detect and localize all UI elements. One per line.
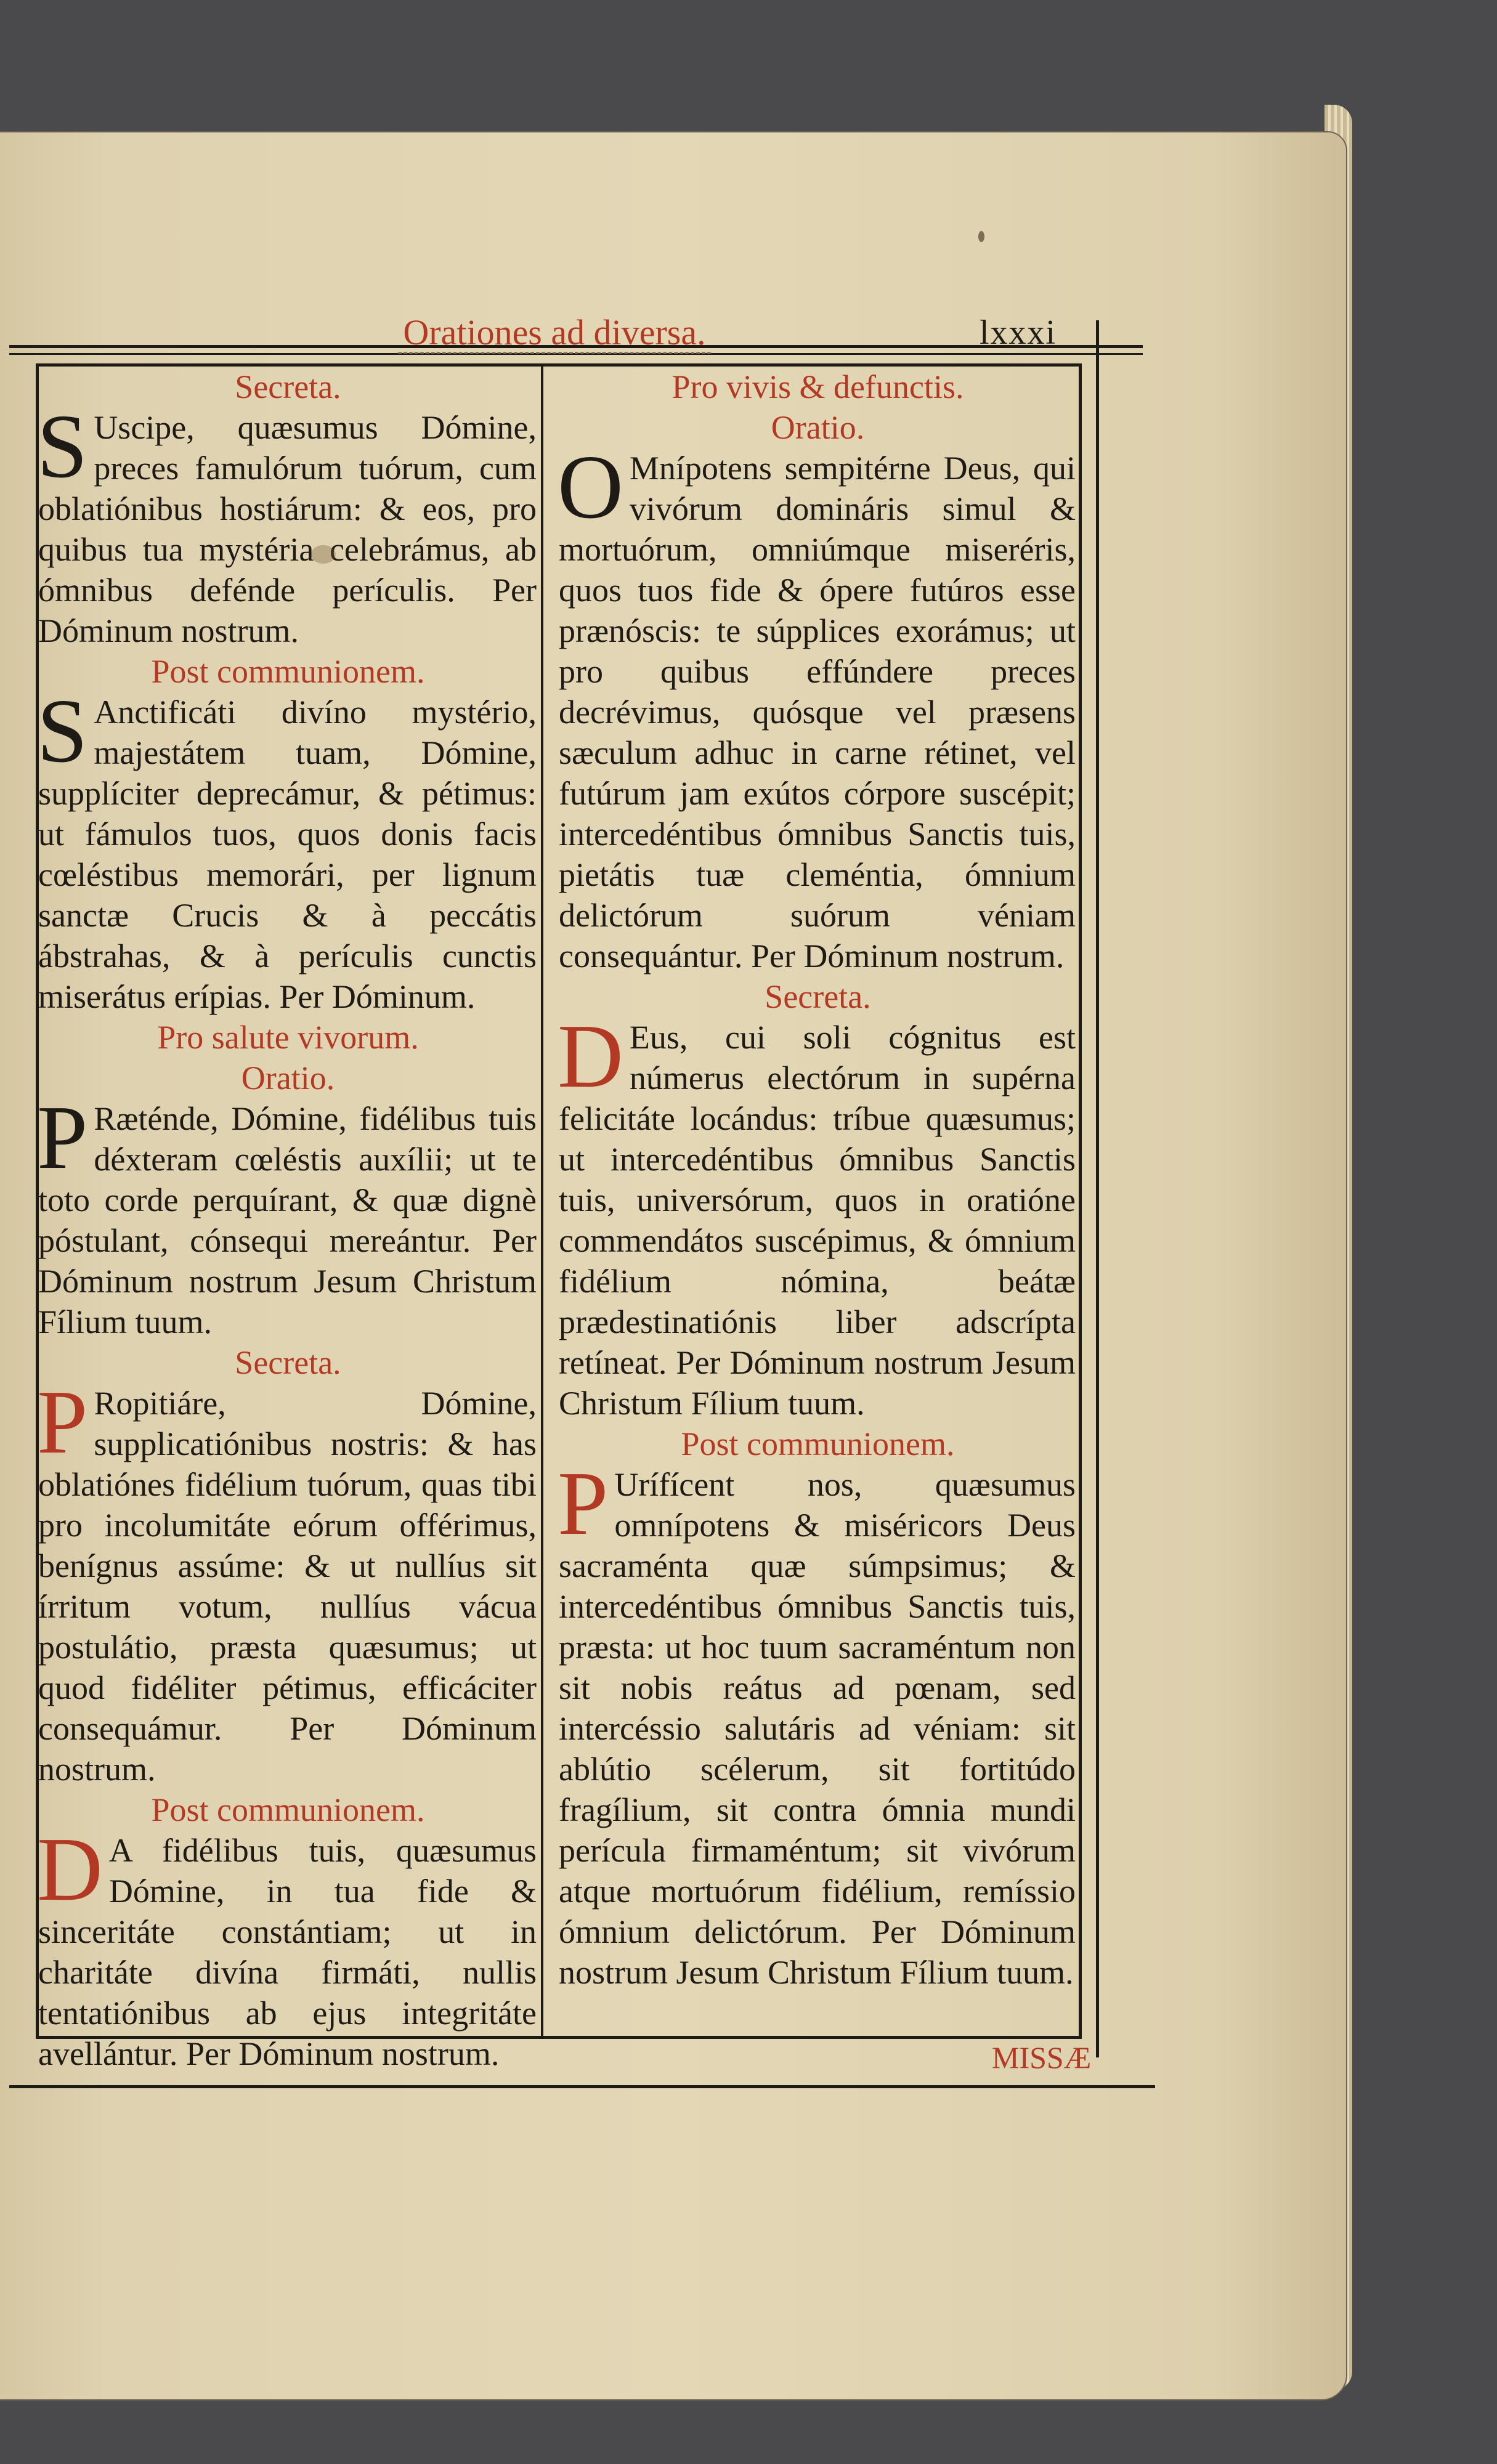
column-divider xyxy=(541,367,543,2039)
rubric: Post communionem. xyxy=(151,1791,425,1828)
drop-cap: S xyxy=(37,681,88,782)
rubric: Post communionem. xyxy=(151,653,425,690)
drop-cap: D xyxy=(558,1006,623,1107)
prayer-text: P Ræténde, Dómine, fidélibus tuis déxteram cœléstis auxílii; ut te toto corde perquírant, & quæ dignè póstulant, cónsequi mereántur. Per Dóminum nostrum Jesum Christum Fílium tuum. xyxy=(37,1087,537,1340)
subrubric: Oratio. xyxy=(241,1060,335,1096)
prayer-text: S Anctificáti divíno mystério, majestátem tuam, Dómine, supplíciter deprecámur, & pétimus: ut fámulos tuos, quos donis facis cœléstibus memorári, per lignum sanctæ Crucis & à peccátis ábstrahas, & à perículis cunctis miserátus erípias. Per Dóminum. xyxy=(37,681,537,1015)
prayer-text: P Urífícent nos, quæsumus omnípotens & miséricors Deus sacraménta quæ súmpsimus; & intercedéntibus ómnibus Sanctis tuis, præsta: ut hoc tuum sacraméntum non sit nobis reátus ad pœnam, sed intercéssio salutáris ad véniam: sit ablútio scélerum, sit fortitúdo fragílium, sit contra ómnia mundi perícula firmaméntum; sit vivórum atque mortuórum fidélium, remíssio ómnium delictórum. Per Dóminum nostrum Jesum Christum Fílium tuum. xyxy=(558,1453,1076,1991)
prayer-text: O Mnípotens sempitérne Deus, qui vivórum domináris simul & mortuórum, omniúmque miseréris, quos tuos fide & ópere futúros esse prænóscis: te súpplices exorámus; ut pro quibus effúndere preces decrévimus, quósque vel præsens sæculum adhuc in carne rétinet, vel futúrum jam exútos córpore suscépit; intercedéntibus ómnibus Sanctis tuis, pietátis tuæ cleméntia, ómnium delictórum suórum véniam consequántur. Per Dóminum nostrum. xyxy=(558,437,1076,975)
rubric: Post communionem. xyxy=(681,1425,955,1462)
catchword: MISSÆ xyxy=(992,2040,1092,2075)
ink-stain xyxy=(311,545,336,564)
prayer-text: D A fidélibus tuis, quæsumus Dómine, in tua fide & sinceritáte constántiam; ut in charitáte divína firmáti, nullis tentatiónibus ab ejus integritáte avellántur. Per Dóminum nostrum. xyxy=(37,1819,537,2072)
left-column xyxy=(37,367,539,2074)
drop-cap: P xyxy=(37,1087,88,1188)
drop-cap: O xyxy=(558,437,623,538)
rubric: Secreta. xyxy=(235,1344,341,1381)
rubric: Pro salute vivorum. xyxy=(157,1019,419,1056)
prayer-text: P Ropitiáre, Dómine, supplicatiónibus nostris: & has oblatiónes fidélium tuórum, quas tibi pro incolumitáte eórum offérimus, benígnus assúme: & ut nullíus sit írritum votum, nullíus vácua postulátio, præsta quæsumus; ut quod fidéliter pétimus, efficáciter consequámur. Per Dóminum nostrum. xyxy=(37,1372,537,1788)
rubric: Secreta. xyxy=(765,978,871,1015)
drop-cap: D xyxy=(37,1819,103,1920)
ink-speck xyxy=(978,231,984,242)
frame-outer-rule xyxy=(1096,320,1099,2057)
drop-cap: P xyxy=(37,1372,88,1473)
right-column xyxy=(558,367,1078,1993)
drop-cap: S xyxy=(37,396,88,497)
prayer-text: S Uscipe, quæsumus Dómine, preces famulórum tuórum, cum oblatiónibus hostiárum: & eos, pro quibus tua mystéria celebrámus, ab ómnibus defénde perículis. Per Dóminum nostrum. xyxy=(37,396,537,649)
prayer-text: D Eus, cui soli cógnitus est númerus electórum in supérna felicitáte locándus: tríbue quæsumus; ut intercedéntibus ómnibus Sanctis tuis, universórum, quos in oratióne commendátos suscépimus, & ómnium fidélium nómina, beátæ prædestinatiónis liber adscrípta retíneat. Per Dóminum nostrum Jesum Christum Fílium tuum. xyxy=(558,1006,1076,1422)
subrubric: Oratio. xyxy=(771,409,865,446)
folio-number: lxxxi xyxy=(980,314,1057,352)
drop-cap: P xyxy=(558,1453,609,1554)
rubric: Pro vivis & defunctis. xyxy=(671,368,964,405)
running-title: Orationes ad diversa. xyxy=(0,311,1109,354)
bottom-rule xyxy=(9,2085,1155,2088)
rubric: Secreta. xyxy=(235,368,341,405)
